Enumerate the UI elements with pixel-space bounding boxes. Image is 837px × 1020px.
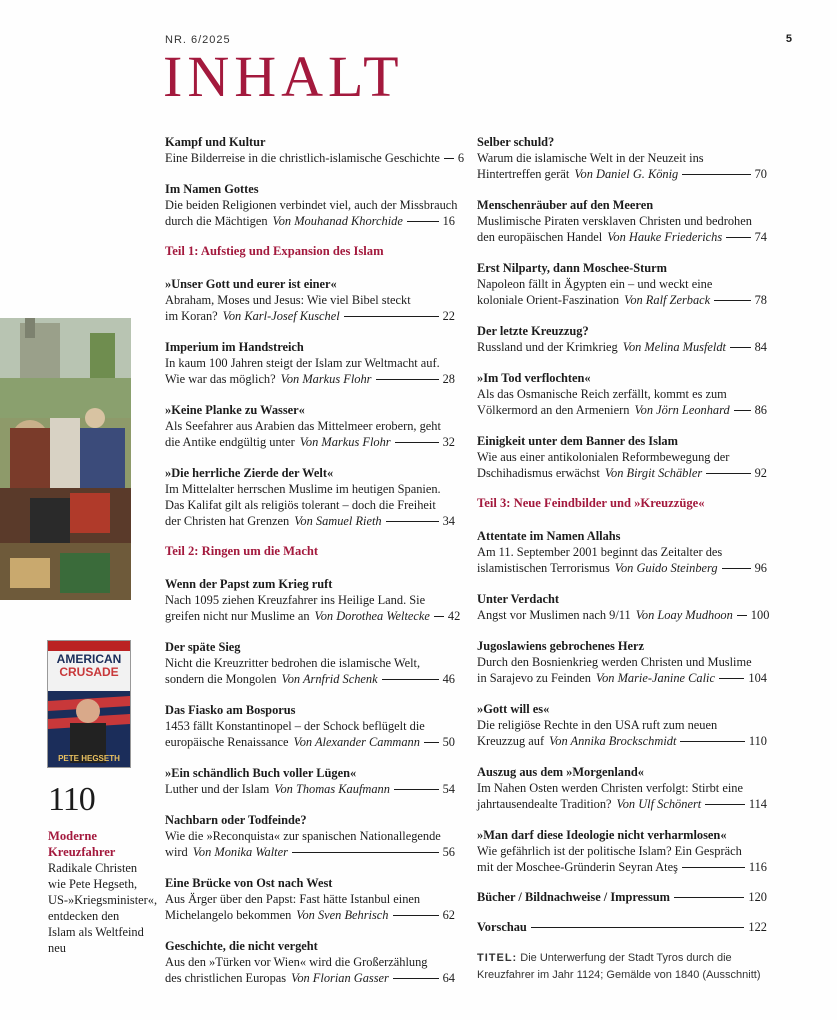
cover-title-line2: CRUSADE	[59, 665, 119, 679]
toc-entry-teaser-end	[165, 608, 430, 624]
toc-entry-teaser-end	[477, 292, 710, 308]
toc-entry-teaser-text: Dschihadismus erwächst	[477, 466, 600, 480]
toc-entry-teaser-end	[165, 513, 382, 529]
toc-entry-author: Von Ulf Schönert	[616, 797, 702, 811]
toc-entry-teaser-line: Wie aus einer antikolonialen Reformbewegung der	[477, 450, 730, 464]
toc-entry-page: 84	[754, 340, 767, 354]
toc-entry-page: 70	[754, 167, 767, 181]
toc-extra-entry[interactable]	[477, 920, 767, 935]
toc-entry-teaser-line: Im Mittelalter herrschen Muslime im heutigen Spanien.	[165, 482, 441, 496]
caption-label: TITEL:	[477, 952, 518, 964]
toc-entry-teaser-text: Michelangelo bekommen	[165, 908, 292, 922]
toc-entry-last-line	[165, 907, 455, 923]
page-title: INHALT	[163, 44, 404, 109]
toc-entry[interactable]	[165, 765, 455, 797]
leader-line	[376, 379, 439, 380]
toc-entry[interactable]	[477, 134, 767, 182]
toc-entry[interactable]	[165, 812, 455, 860]
toc-entry-teaser-end	[477, 607, 733, 623]
leader-line	[722, 568, 751, 569]
toc-entry-last-line	[477, 670, 767, 686]
leader-line	[734, 410, 751, 411]
leader-line	[344, 316, 439, 317]
toc-entry-last-line	[165, 608, 461, 624]
toc-entry-teaser-end	[477, 465, 702, 481]
toc-entry[interactable]	[477, 433, 767, 481]
toc-entry[interactable]	[477, 764, 767, 812]
toc-entry-teaser-text: die Antike endgültig unter	[165, 435, 295, 449]
toc-entry-teaser-end	[477, 339, 726, 355]
toc-entry-title: Der letzte Kreuzzug?	[477, 324, 589, 338]
toc-entry-page: 16	[442, 214, 455, 228]
toc-entry-last-line	[165, 150, 465, 166]
toc-entry[interactable]	[165, 875, 455, 923]
toc-entry-page: 96	[754, 561, 767, 575]
toc-entry-teaser-text: Kreuzzug auf	[477, 734, 545, 748]
toc-entry-page: 22	[442, 309, 455, 323]
toc-entry-title: Nachbarn oder Todfeinde?	[165, 813, 307, 827]
leader-line	[680, 741, 744, 742]
toc-extra-page: 120	[748, 890, 767, 904]
toc-extra-label: Bücher / Bildnachweise / Impressum	[477, 890, 670, 904]
toc-entry-teaser-line: Aus den »Türken vor Wien« wird die Großerzählung	[165, 955, 428, 969]
toc-entry-teaser-end	[165, 434, 391, 450]
toc-entry[interactable]	[477, 197, 767, 245]
toc-entry-teaser-end	[477, 402, 730, 418]
toc-entry-page: 50	[442, 735, 455, 749]
toc-entry-author: Von Birgit Schäbler	[604, 466, 703, 480]
toc-entry-author: Von Melina Musfeldt	[622, 340, 726, 354]
toc-entry-last-line	[477, 733, 767, 749]
toc-entry-author: Von Monika Walter	[192, 845, 288, 859]
toc-right-column	[477, 134, 770, 984]
toc-entry-teaser-line: Das Kalifat gilt als religiös tolerant – doch die Freiheit	[165, 498, 436, 512]
leader-line	[292, 852, 439, 853]
toc-entry-author: Von Samuel Rieth	[294, 514, 382, 528]
cover-painting-image	[0, 318, 131, 600]
toc-entry-teaser-text: Luther und der Islam	[165, 782, 270, 796]
leader-line	[395, 442, 439, 443]
toc-entry-page: 62	[442, 908, 455, 922]
toc-entry-page: 56	[442, 845, 455, 859]
toc-entry-teaser-text: der Christen hat Grenzen	[165, 514, 290, 528]
toc-entry-teaser-line: Nicht die Kreuzritter bedrohen die islamische Welt,	[165, 656, 421, 670]
toc-entry-teaser-end	[165, 907, 389, 923]
toc-entry-title: Kampf und Kultur	[165, 135, 266, 149]
toc-entry-title: Im Namen Gottes	[165, 182, 259, 196]
toc-entry-teaser-end	[477, 229, 722, 245]
toc-entry-author: Von Annika Brockschmidt	[549, 734, 677, 748]
toc-entry-title: Jugoslawiens gebrochenes Herz	[477, 639, 645, 653]
leader-line	[674, 897, 744, 898]
toc-entry-title: »Die herrliche Zierde der Welt«	[165, 466, 334, 480]
toc-entry-title: »Ein schändlich Buch voller Lügen«	[165, 766, 357, 780]
feature-page-number: 110	[48, 781, 95, 818]
section-heading: Teil 2: Ringen um die Macht	[165, 544, 319, 558]
leader-line	[719, 678, 744, 679]
toc-entry[interactable]	[165, 276, 455, 324]
toc-entry-last-line	[477, 166, 767, 182]
toc-entry-page: 86	[754, 403, 767, 417]
toc-entry-teaser-text: sondern die Mongolen	[165, 672, 277, 686]
toc-entry-author: Von Marie-Janine Calic	[595, 671, 715, 685]
toc-entry-teaser-text: Eine Bilderreise in die christlich-islamische Geschichte	[165, 151, 440, 165]
toc-entry-last-line	[477, 339, 767, 355]
toc-entry-teaser-end	[477, 166, 678, 182]
toc-entry-page: 78	[754, 293, 767, 307]
toc-entry[interactable]	[165, 938, 455, 986]
toc-entry-author: Von Florian Gasser	[291, 971, 389, 985]
leader-line	[382, 679, 439, 680]
toc-entry-title: Attentate im Namen Allahs	[477, 529, 621, 543]
toc-entry[interactable]	[165, 639, 455, 687]
leader-line	[714, 300, 750, 301]
toc-entry-author: Von Daniel G. König	[574, 167, 679, 181]
toc-entry-last-line	[165, 781, 455, 797]
toc-entry-title: Auszug aus dem »Morgenland«	[477, 765, 644, 779]
toc-entry-title: »Man darf diese Ideologie nicht verharmlosen«	[477, 828, 727, 842]
toc-entry-last-line	[477, 560, 767, 576]
toc-entry-teaser-text: Wie war das möglich?	[165, 372, 276, 386]
toc-entry-last-line	[165, 671, 455, 687]
toc-entry[interactable]	[477, 260, 767, 308]
cover-caption	[477, 950, 767, 984]
toc-entry-page: 32	[442, 435, 455, 449]
toc-entry-page: 116	[748, 860, 767, 874]
toc-entry-author: Von Ralf Zerback	[624, 293, 711, 307]
toc-entry-author: Von Sven Behrisch	[296, 908, 389, 922]
toc-entry-teaser-end	[165, 734, 420, 750]
toc-entry-title: Erst Nilparty, dann Moschee-Sturm	[477, 261, 667, 275]
leader-line	[407, 221, 439, 222]
toc-entry-teaser-line: Wie die »Reconquista« zur spanischen Nationallegende	[165, 829, 441, 843]
toc-entry-last-line	[477, 859, 767, 875]
toc-entry-author: Von Alexander Cammann	[293, 735, 420, 749]
leader-line	[424, 742, 439, 743]
toc-entry-teaser-line: In kaum 100 Jahren steigt der Islam zur Weltmacht auf.	[165, 356, 440, 370]
toc-entry-teaser-text: Angst vor Muslimen nach 9/11	[477, 608, 631, 622]
toc-entry-teaser-line: Durch den Bosnienkrieg werden Christen und Muslime	[477, 655, 752, 669]
toc-entry[interactable]	[477, 528, 767, 576]
toc-entry-teaser-text: den europäischen Handel	[477, 230, 603, 244]
toc-entry-page: 114	[748, 797, 767, 811]
toc-entry-last-line	[165, 734, 455, 750]
toc-entry[interactable]	[477, 827, 767, 875]
page-number: 5	[785, 33, 792, 45]
toc-entry[interactable]	[165, 134, 465, 166]
toc-entry[interactable]	[165, 402, 455, 450]
section-heading: Teil 3: Neue Feindbilder und »Kreuzzüge«	[477, 496, 705, 510]
toc-entry-teaser-text: Hintertreffen gerät	[477, 167, 570, 181]
toc-entry-teaser-end	[165, 371, 372, 387]
toc-entry-teaser-line: Die religiöse Rechte in den USA ruft zum neuen	[477, 718, 718, 732]
toc-entry-page: 104	[748, 671, 767, 685]
toc-entry-author: Von Jörn Leonhard	[634, 403, 730, 417]
toc-entry[interactable]	[165, 702, 455, 750]
toc-entry-last-line	[165, 213, 455, 229]
toc-entry-teaser-text: Völkermord an den Armeniern	[477, 403, 630, 417]
toc-entry-teaser-text: in Sarajevo zu Feinden	[477, 671, 591, 685]
toc-entry-last-line	[477, 292, 767, 308]
toc-entry-last-line	[477, 796, 767, 812]
toc-entry-page: 46	[442, 672, 455, 686]
toc-entry-teaser-text: wird	[165, 845, 188, 859]
toc-entry-teaser-text: mit der Moschee-Gründerin Seyran Ateş	[477, 860, 678, 874]
issue-number: NR. 6/2025	[165, 34, 231, 46]
leader-line	[394, 789, 439, 790]
toc-entry-title: Der späte Sieg	[165, 640, 241, 654]
toc-entry-teaser-text: koloniale Orient-Faszination	[477, 293, 620, 307]
leader-line	[682, 867, 745, 868]
toc-entry-title: »Im Tod verflochten«	[477, 371, 591, 385]
toc-entry-title: Unter Verdacht	[477, 592, 560, 606]
toc-entry-teaser-line: 1453 fällt Konstantinopel – der Schock beflügelt die	[165, 719, 425, 733]
toc-entry-title: Selber schuld?	[477, 135, 555, 149]
leader-line	[705, 804, 745, 805]
toc-entry-teaser-text: greifen nicht nur Muslime an	[165, 609, 310, 623]
leader-line	[726, 237, 750, 238]
toc-entry[interactable]	[165, 339, 455, 387]
toc-entry-teaser-line: Abraham, Moses und Jesus: Wie viel Bibel steckt	[165, 293, 411, 307]
toc-entry[interactable]	[165, 576, 461, 624]
leader-line	[531, 927, 745, 928]
toc-entry-teaser-line: Die beiden Religionen verbindet viel, auch der Missbrauch	[165, 198, 458, 212]
toc-entry-author: Von Dorothea Weltecke	[314, 609, 430, 623]
toc-entry-title: Das Fiasko am Bosporus	[165, 703, 296, 717]
toc-entry-last-line	[477, 607, 770, 623]
toc-entry-teaser-text: im Koran?	[165, 309, 218, 323]
toc-entry-teaser-line: Als das Osmanische Reich zerfällt, kommt es zum	[477, 387, 727, 401]
toc-entry-last-line	[165, 970, 455, 986]
toc-entry[interactable]	[477, 701, 767, 749]
feature-headline	[48, 828, 115, 860]
toc-entry[interactable]	[165, 465, 455, 529]
toc-entry-teaser-line: Warum die islamische Welt in der Neuzeit ins	[477, 151, 704, 165]
toc-entry-teaser-end	[165, 213, 403, 229]
toc-entry-teaser-line: Nach 1095 ziehen Kreuzfahrer ins Heilige Land. Sie	[165, 593, 426, 607]
toc-entry-teaser-end	[165, 970, 389, 986]
toc-entry-title: »Keine Planke zu Wasser«	[165, 403, 305, 417]
toc-entry-author: Von Thomas Kaufmann	[274, 782, 390, 796]
toc-entry-teaser-end	[477, 733, 676, 749]
toc-entry-author: Von Markus Flohr	[280, 372, 372, 386]
toc-entry[interactable]	[477, 591, 770, 623]
toc-entry-teaser-line: Muslimische Piraten versklaven Christen und bedrohen	[477, 214, 752, 228]
leader-line	[393, 915, 439, 916]
toc-left-column	[165, 134, 465, 1001]
toc-entry-page: 28	[442, 372, 455, 386]
toc-entry-last-line	[477, 229, 767, 245]
toc-entry-title: »Gott will es«	[477, 702, 550, 716]
toc-entry-last-line	[477, 465, 767, 481]
toc-entry-teaser-text: europäische Renaissance	[165, 735, 289, 749]
toc-entry-author: Von Loay Mudhoon	[635, 608, 733, 622]
toc-entry-teaser-end	[477, 560, 718, 576]
toc-entry[interactable]	[477, 370, 767, 418]
leader-line	[682, 174, 750, 175]
toc-entry-teaser-text: Russland und der Krimkrieg	[477, 340, 618, 354]
feature-teaser: Radikale Christen wie Pete Hegseth, US-»Kriegsminister«, entdecken den Islam als Weltfeind neu	[48, 861, 158, 955]
toc-entry-teaser-end	[165, 308, 340, 324]
toc-entry-teaser-text: des christlichen Europas	[165, 971, 287, 985]
toc-entry-title: Geschichte, die nicht vergeht	[165, 939, 318, 953]
toc-entry-title: Wenn der Papst zum Krieg ruft	[165, 577, 333, 591]
toc-entry-page: 54	[442, 782, 455, 796]
toc-entry-teaser-end	[165, 844, 288, 860]
toc-entry-page: 74	[754, 230, 767, 244]
toc-entry-page: 42	[447, 609, 461, 623]
toc-entry-teaser-line: Napoleon fällt in Ägypten ein – und weckt eine	[477, 277, 713, 291]
toc-entry-title: Imperium im Handstreich	[165, 340, 304, 354]
toc-entry-teaser-end	[165, 671, 378, 687]
toc-entry-teaser-line: Als Seefahrer aus Arabien das Mittelmeer erobern, geht	[165, 419, 441, 433]
toc-entry-teaser-line: Aus Ärger über den Papst: Fast hätte Istanbul einen	[165, 892, 421, 906]
toc-entry-teaser-end	[477, 796, 701, 812]
toc-extra-page: 122	[748, 920, 767, 934]
toc-extra-entry[interactable]	[477, 890, 767, 905]
toc-entry-page: 64	[442, 971, 455, 985]
toc-entry-page: 100	[750, 608, 770, 622]
toc-entry-teaser-end	[477, 859, 678, 875]
leader-line	[444, 158, 454, 159]
toc-entry-teaser-text: jahrtausendealte Tradition?	[477, 797, 612, 811]
toc-entry-teaser-end	[165, 150, 440, 166]
leader-line	[393, 978, 439, 979]
leader-line	[386, 521, 439, 522]
toc-entry-author: Von Mouhanad Khorchide	[272, 214, 403, 228]
section-heading: Teil 1: Aufstieg und Expansion des Islam	[165, 244, 384, 258]
toc-entry-teaser-text: durch die Mächtigen	[165, 214, 268, 228]
toc-entry-last-line	[165, 434, 455, 450]
toc-entry-title: Eine Brücke von Ost nach West	[165, 876, 333, 890]
toc-entry-teaser-line: Im Nahen Osten werden Christen verfolgt: Stirbt eine	[477, 781, 743, 795]
toc-entry-last-line	[165, 844, 455, 860]
leader-line	[730, 347, 751, 348]
toc-entry-page: 6	[457, 151, 465, 165]
toc-entry[interactable]	[165, 181, 458, 229]
toc-entry-page: 34	[442, 514, 455, 528]
toc-entry-title: Einigkeit unter dem Banner des Islam	[477, 434, 678, 448]
toc-entry-author: Von Markus Flohr	[299, 435, 391, 449]
cover-title-line1: AMERICAN	[56, 652, 122, 666]
cover-author: PETE HEGSETH	[58, 754, 120, 763]
leader-line	[434, 616, 444, 617]
toc-extra-label: Vorschau	[477, 920, 527, 934]
toc-entry-author: Von Hauke Friederichs	[607, 230, 723, 244]
toc-entry-teaser-line: Wie gefährlich ist der politische Islam? Ein Gespräch	[477, 844, 742, 858]
toc-entry-teaser-text: islamistischen Terrorismus	[477, 561, 610, 575]
toc-entry-author: Von Guido Steinberg	[614, 561, 718, 575]
caption-text: Die Unterwerfung der Stadt Tyros durch die Kreuzfahrer im Jahr 1124; Gemälde von 1840 (Ausschnitt)	[477, 952, 761, 981]
toc-entry-author: Von Arnfrid Schenk	[281, 672, 378, 686]
toc-entry-title: Menschenräuber auf den Meeren	[477, 198, 654, 212]
toc-entry[interactable]	[477, 323, 767, 355]
toc-entry[interactable]	[477, 638, 767, 686]
toc-entry-last-line	[165, 513, 455, 529]
feature-headline-line1: Moderne	[48, 829, 97, 843]
feature-headline-line2: Kreuzfahrer	[48, 845, 116, 859]
book-cover-image	[48, 641, 130, 767]
leader-line	[737, 615, 747, 616]
toc-entry-author: Von Karl-Josef Kuschel	[222, 309, 340, 323]
toc-entry-page: 110	[748, 734, 767, 748]
toc-entry-teaser-end	[477, 670, 715, 686]
toc-entry-last-line	[165, 308, 455, 324]
toc-entry-last-line	[477, 402, 767, 418]
toc-entry-title: »Unser Gott und eurer ist einer«	[165, 277, 337, 291]
toc-entry-teaser-line: Am 11. September 2001 beginnt das Zeitalter des	[477, 545, 723, 559]
toc-entry-last-line	[165, 371, 455, 387]
leader-line	[706, 473, 750, 474]
toc-entry-teaser-end	[165, 781, 390, 797]
toc-entry-page: 92	[754, 466, 767, 480]
